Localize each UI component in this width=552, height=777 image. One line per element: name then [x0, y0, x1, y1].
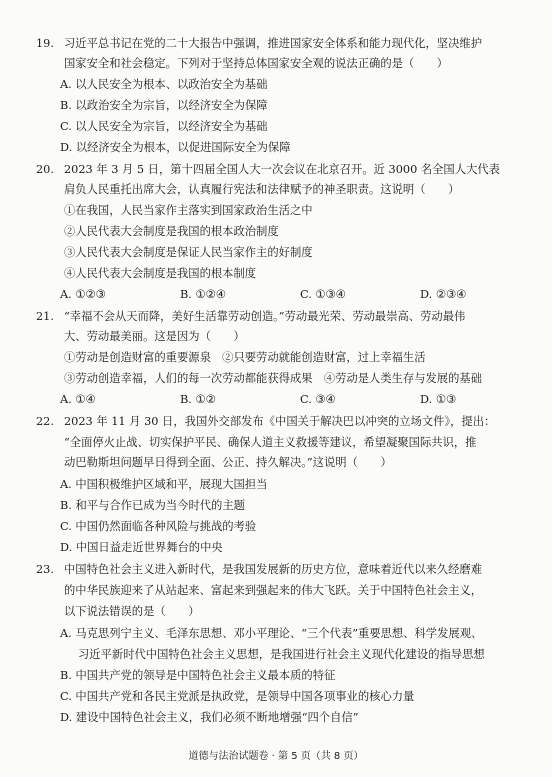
q19-option-a: A. 以人民安全为根本、以政治安全为基础: [60, 78, 268, 91]
q21-number: 21.: [36, 310, 54, 323]
q22-option-c: C. 中国仍然面临各种风险与挑战的考验: [60, 520, 257, 533]
q20-stem-line2: 肩负人民重托出席大会，认真履行宪法和法律赋予的神圣职责。这说明（ ）: [64, 183, 460, 196]
q21-option-b: B. ①②: [180, 393, 216, 406]
q23-option-d: D. 建设中国特色社会主义，我们必须不断地增强“四个自信”: [60, 711, 359, 724]
q23-option-c: C. 中国共产党和各民主党派是执政党，是领导中国各项事业的核心力量: [60, 690, 415, 703]
q22-option-d: D. 中国日益走近世界舞台的中央: [60, 541, 223, 554]
q21-statements-line1: ①劳动是创造财富的重要源泉 ②只要劳动就能创造财富，过上幸福生活: [64, 351, 426, 364]
q23-number: 23.: [36, 563, 54, 576]
q20-statement-2: ②人民代表大会制度是我国的根本政治制度: [64, 225, 279, 238]
q19-number: 19.: [36, 37, 54, 50]
q21-options-row: [0, 393, 552, 407]
q23-option-a-line2: 习近平新时代中国特色社会主义思想，是我国进行社会主义现代化建设的指导思想: [78, 648, 485, 661]
q21-option-d: D. ①③: [420, 393, 457, 406]
q20-option-a: A. ①②③: [60, 288, 106, 301]
q23-stem-line2: 的中华民族迎来了从站起来、富起来到强起来的伟大飞跃。关于中国特色社会主义，: [64, 584, 482, 597]
q21-option-c: C. ③④: [300, 393, 336, 406]
q19-option-b: B. 以政治安全为宗旨，以经济安全为保障: [60, 99, 268, 112]
q20-option-d: D. ②③④: [420, 288, 467, 301]
q21-statements-line2: ③劳动创造幸福，人们的每一次劳动都能获得成果 ④劳动是人类生存与发展的基础: [64, 372, 482, 385]
q19-stem-line2: 国家安全和社会稳定。下列对于坚持总体国家安全观的说法正确的是（ ）: [64, 57, 449, 70]
q20-statement-1: ①在我国，人民当家作主落实到国家政治生活之中: [64, 204, 313, 217]
q23-stem-line3: 以下说法错误的是（ ）: [64, 605, 200, 618]
q20-statement-3: ③人民代表大会制度是保证人民当家作主的好制度: [64, 246, 313, 259]
q20-number: 20.: [36, 163, 54, 176]
q22-stem-line3: 动巴勒斯坦问题早日得到全面、公正、持久解决。”这说明（ ）: [64, 456, 392, 469]
q22-number: 22.: [36, 415, 54, 428]
q20-statement-4: ④人民代表大会制度是我国的根本制度: [64, 267, 257, 280]
q21-option-a: A. ①④: [60, 393, 96, 406]
q23-stem-line1: 中国特色社会主义进入新时代，是我国发展新的历史方位，意味着近代以来久经磨难: [64, 563, 482, 576]
q19-option-c: C. 以人民安全为宗旨，以经济安全为基础: [60, 120, 268, 133]
q22-option-b: B. 和平与合作已成为当今时代的主题: [60, 499, 245, 512]
q23-option-a-line1: A. 马克思列宁主义、毛泽东思想、邓小平理论、“三个代表”重要思想、科学发展观、: [60, 627, 483, 640]
q22-option-a: A. 中国积极维护区域和平，展现大国担当: [60, 478, 268, 491]
q22-stem-line1: 2023 年 11 月 30 日，我国外交部发布《中国关于解决巴以冲突的立场文件》，提出：: [64, 415, 496, 428]
q20-option-b: B. ①②④: [180, 288, 226, 301]
q21-stem-line2: 大、劳动最美丽。这是因为（ ）: [64, 330, 245, 343]
q20-options-row: [0, 288, 552, 302]
q19-stem-line1: 习近平总书记在党的二十大报告中强调，推进国家安全体系和能力现代化，坚决维护: [64, 37, 482, 50]
q19-option-d: D. 以经济安全为根本，以促进国际安全为保障: [60, 141, 291, 154]
q22-stem-line2: “全面停火止战、切实保护平民、确保人道主义救援等建议，希望凝聚国际共识，推: [64, 436, 477, 449]
q20-option-c: C. ①③④: [300, 288, 346, 301]
q23-option-b: B. 中国共产党的领导是中国特色社会主义最本质的特征: [60, 669, 336, 682]
page-footer: 道德与法治试题卷 · 第 5 页（共 8 页）: [188, 751, 364, 762]
q20-stem-line1: 2023 年 3 月 5 日，第十四届全国人大一次会议在北京召开。近 3000 名全国人大代表: [64, 163, 500, 176]
q21-stem-line1: “幸福不会从天而降，美好生活靠劳动创造。”劳动最光荣、劳动最崇高、劳动最伟: [64, 310, 466, 323]
